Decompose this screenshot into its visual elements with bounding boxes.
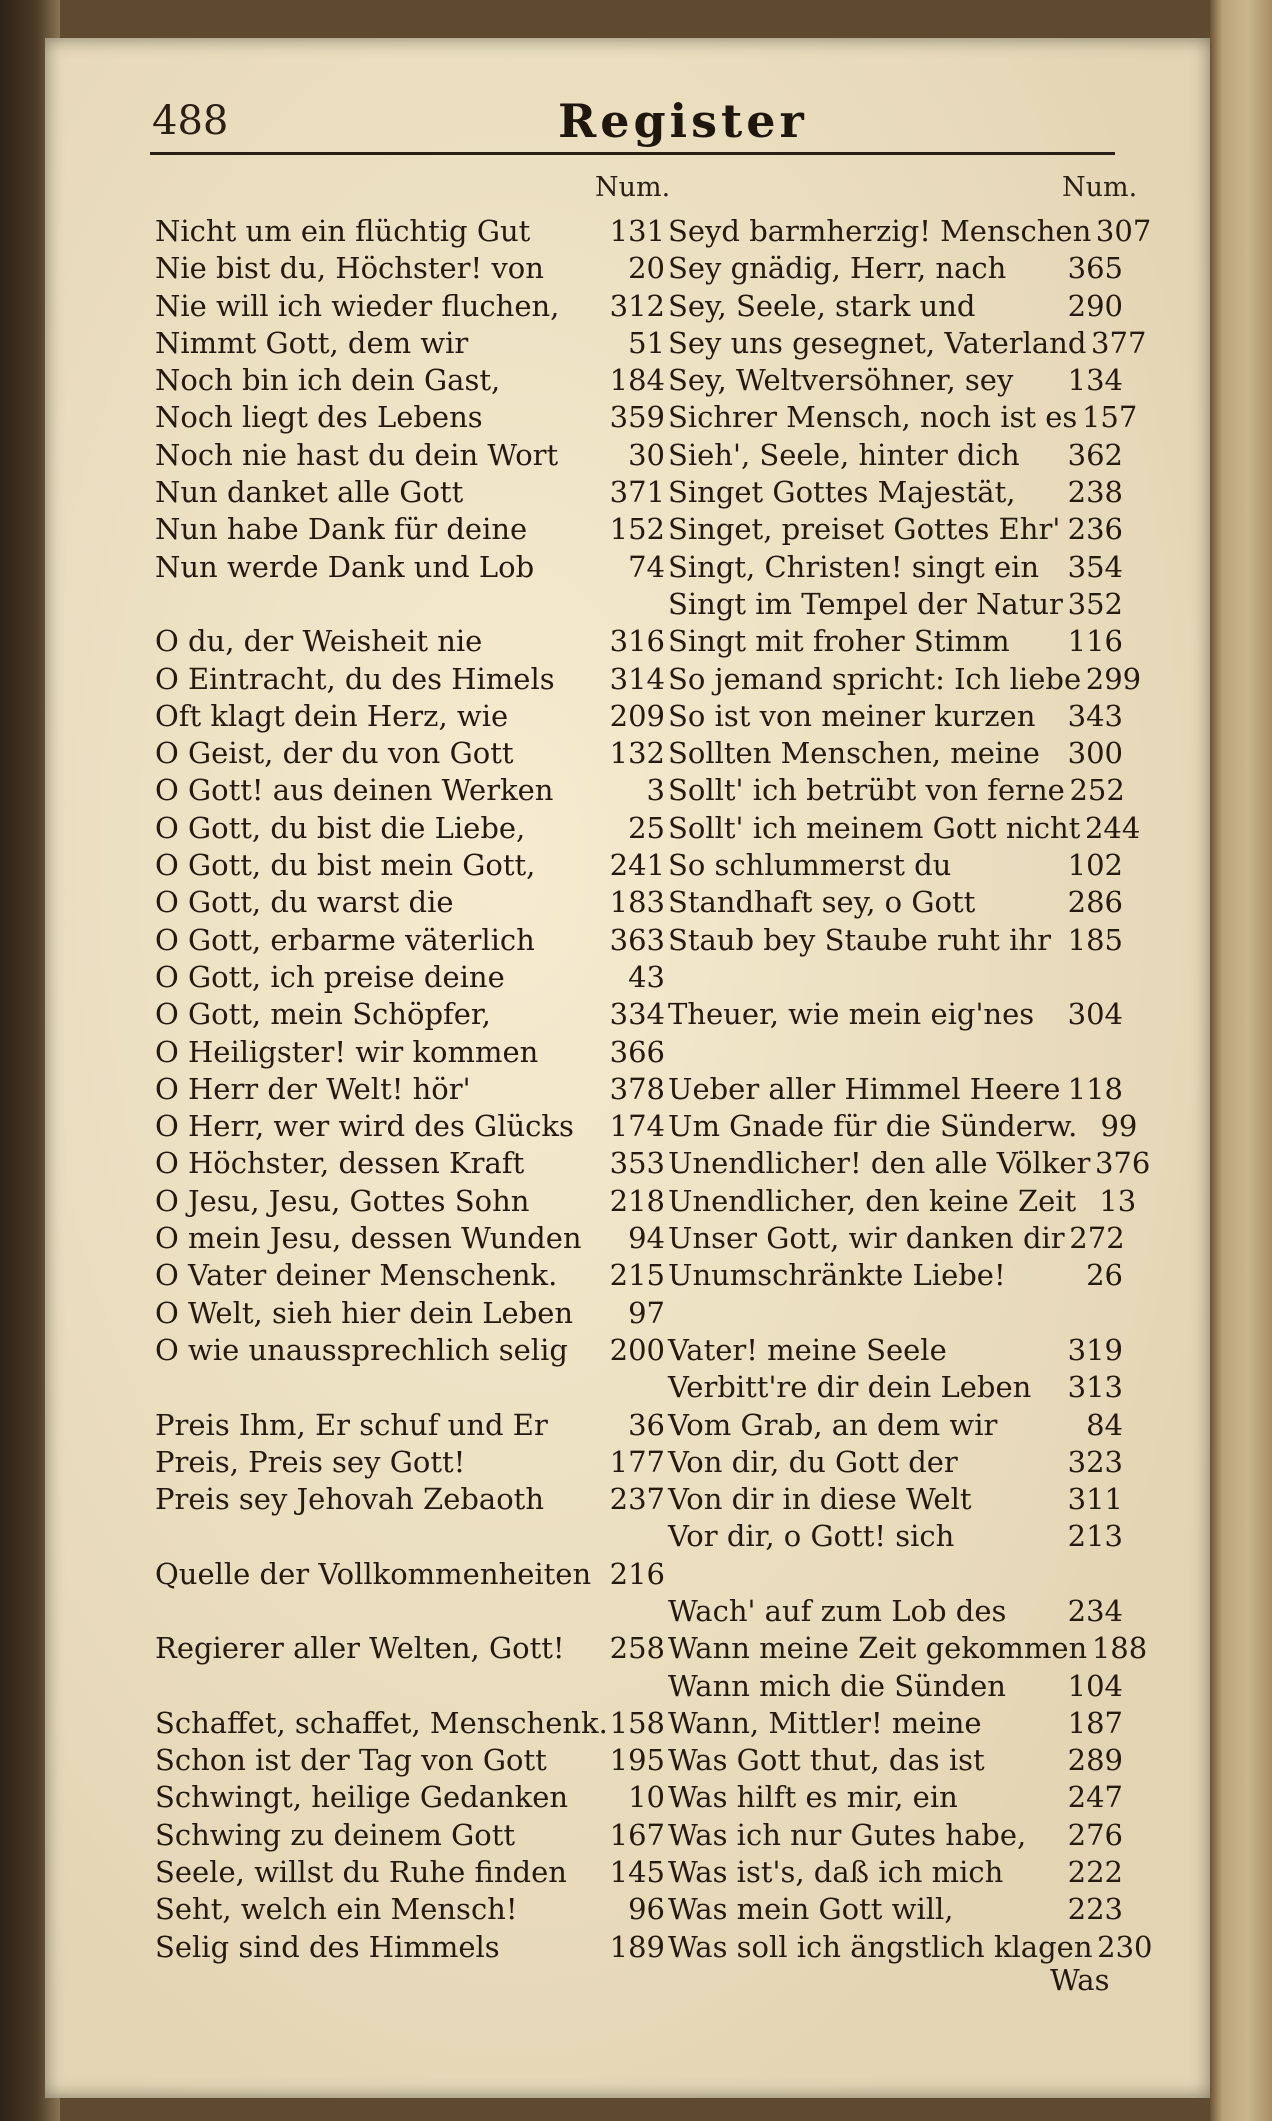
entry-title: Quelle der Vollkommenheiten (155, 1556, 592, 1591)
entry-number: 236 (1067, 512, 1123, 547)
entry-title: O Heiligster! wir kommen (155, 1034, 539, 1069)
entry-title: Nimmt Gott, dem wir (155, 325, 469, 360)
entry-title: Von dir, du Gott der (668, 1444, 958, 1479)
index-entry (155, 884, 665, 921)
entry-number: 366 (609, 1034, 665, 1069)
index-entry (668, 1444, 1123, 1481)
entry-number: 334 (609, 997, 665, 1032)
index-entry (668, 1034, 1123, 1071)
index-entry (668, 661, 1142, 698)
entry-title: Regierer aller Welten, Gott! (155, 1631, 565, 1666)
entry-number: 97 (628, 1295, 665, 1330)
facing-page-edge (1210, 0, 1272, 2121)
entry-number: 134 (1067, 363, 1123, 398)
entry-title: O wie unaussprechlich selig (155, 1332, 568, 1367)
index-entry (155, 1817, 665, 1854)
index-entry (155, 213, 665, 250)
index-entry (668, 1145, 1151, 1182)
index-entry (668, 437, 1123, 474)
index-entry (668, 1295, 1123, 1332)
entry-title: Von dir in diese Welt (668, 1482, 972, 1517)
entry-title: Unumschränkte Liebe! (668, 1258, 1006, 1293)
index-entry (155, 1369, 665, 1406)
entry-number: 30 (628, 437, 665, 472)
index-entry (155, 959, 665, 996)
entry-title: Sollten Menschen, meine (668, 736, 1040, 771)
index-entry (668, 1817, 1123, 1854)
entry-title: Sey uns gesegnet, Vaterland (668, 325, 1087, 360)
entry-title: Sollt' ich betrübt von ferne (668, 773, 1065, 808)
index-entry (155, 1257, 665, 1294)
entry-number (609, 1369, 665, 1406)
entry-number: 247 (1067, 1780, 1123, 1815)
entry-number: 378 (609, 1071, 665, 1106)
entry-number: 237 (609, 1482, 665, 1517)
entry-title: So jemand spricht: Ich liebe (668, 661, 1082, 696)
entry-number: 13 (1099, 1183, 1137, 1218)
index-entry (668, 698, 1123, 735)
entry-number: 343 (1067, 698, 1123, 733)
index-entry (668, 922, 1123, 959)
index-entry (155, 511, 665, 548)
index-entry (668, 399, 1138, 436)
index-entry (155, 1034, 665, 1071)
index-entry (155, 996, 665, 1033)
entry-title: O Geist, der du von Gott (155, 736, 514, 771)
entry-title: O Eintracht, du des Himels (155, 661, 555, 696)
entry-number: 116 (1067, 624, 1123, 659)
index-entry (155, 922, 665, 959)
index-entry (155, 1183, 665, 1220)
index-entry (668, 474, 1123, 511)
entry-number: 215 (609, 1258, 665, 1293)
index-entry (668, 1518, 1123, 1555)
entry-title: So ist von meiner kurzen (668, 698, 1036, 733)
entry-number: 51 (628, 325, 665, 360)
index-entry (155, 661, 665, 698)
index-entry (155, 698, 665, 735)
index-entry (155, 1295, 665, 1332)
index-entry (668, 362, 1123, 399)
entry-number: 131 (609, 214, 665, 248)
index-entry (155, 1556, 665, 1593)
entry-number: 102 (1067, 848, 1123, 883)
entry-number: 10 (628, 1780, 665, 1815)
entry-number: 36 (628, 1407, 665, 1442)
index-entry (668, 1071, 1123, 1108)
index-entry (155, 474, 665, 511)
entry-number: 311 (1067, 1482, 1123, 1517)
index-entry (668, 1742, 1123, 1779)
entry-number: 314 (609, 661, 665, 696)
entry-title: Schwingt, heilige Gedanken (155, 1780, 569, 1815)
entry-number: 94 (628, 1221, 665, 1256)
entry-title: Was ist's, daß ich mich (668, 1855, 1004, 1890)
index-entry (155, 1891, 665, 1928)
index-entry (155, 325, 665, 362)
index-entry (668, 847, 1123, 884)
entry-title: Seyd barmherzig! Menschen (668, 214, 1092, 248)
entry-title: So schlummerst du (668, 848, 952, 883)
entry-title: Sey, Weltversöhner, sey (668, 363, 1014, 398)
entry-title: Seht, welch ein Mensch! (155, 1892, 518, 1927)
entry-number: 323 (1067, 1444, 1123, 1479)
index-entry (668, 325, 1147, 362)
entry-title: Singt, Christen! singt ein (668, 549, 1040, 584)
entry-number: 376 (1094, 1146, 1151, 1181)
entry-title: Sey, Seele, stark und (668, 288, 976, 323)
entry-number: 99 (1100, 1109, 1138, 1144)
index-entry (155, 1929, 665, 1966)
index-entry (668, 549, 1123, 586)
entry-number: 289 (1067, 1743, 1123, 1778)
index-entry (155, 1854, 665, 1891)
entry-number: 104 (1067, 1668, 1123, 1703)
entry-number: 218 (609, 1183, 665, 1218)
index-entry (155, 1407, 665, 1444)
index-entry (668, 1481, 1123, 1518)
index-entry (155, 1705, 665, 1742)
entry-number: 363 (609, 922, 665, 957)
entry-number: 183 (609, 885, 665, 920)
entry-number (1063, 959, 1123, 996)
index-entry (668, 1332, 1123, 1369)
entry-number: 272 (1069, 1221, 1125, 1256)
index-entry (668, 250, 1123, 287)
entry-title: O Vater deiner Menschenk. (155, 1258, 558, 1293)
entry-number: 252 (1069, 773, 1125, 808)
entry-title: Oft klagt dein Herz, wie (155, 698, 509, 733)
index-entry (155, 437, 665, 474)
entry-title: Wann meine Zeit gekommen (668, 1631, 1088, 1666)
entry-number: 167 (609, 1817, 665, 1852)
entry-title: Wach' auf zum Lob des (668, 1593, 1007, 1628)
entry-number (1063, 1556, 1123, 1593)
entry-title: O Welt, sieh hier dein Leben (155, 1295, 574, 1330)
entry-number: 354 (1067, 549, 1123, 584)
entry-number: 185 (1067, 922, 1123, 957)
entry-number: 174 (609, 1109, 665, 1144)
entry-number: 152 (609, 512, 665, 547)
index-entry (668, 884, 1123, 921)
entry-title: Um Gnade für die Sünderw. (668, 1109, 1078, 1144)
entry-number: 258 (609, 1631, 665, 1666)
entry-title: Nun danket alle Gott (155, 475, 464, 510)
index-entry (155, 623, 665, 660)
right-column-header: Num. (1062, 172, 1138, 203)
entry-title: Sieh', Seele, hinter dich (668, 437, 1020, 472)
entry-number: 209 (609, 698, 665, 733)
entry-number (609, 586, 665, 623)
header-rule (150, 152, 1115, 155)
entry-title: Theuer, wie mein eig'nes (668, 997, 1035, 1032)
entry-number: 230 (1097, 1929, 1153, 1964)
entry-number: 300 (1067, 736, 1123, 771)
entry-title: Schwing zu deinem Gott (155, 1817, 516, 1852)
entry-number: 213 (1067, 1519, 1123, 1554)
entry-number: 359 (609, 400, 665, 435)
index-entry (668, 1369, 1123, 1406)
entry-number: 157 (1081, 400, 1138, 435)
index-entry (155, 250, 665, 287)
entry-title: Was hilft es mir, ein (668, 1780, 958, 1815)
index-entry (668, 1108, 1138, 1145)
entry-title: Unendlicher! den alle Völker (668, 1146, 1091, 1181)
entry-title: O Herr, wer wird des Glücks (155, 1109, 574, 1144)
entry-title: Noch liegt des Lebens (155, 400, 483, 435)
index-entry (668, 772, 1123, 809)
entry-title: O Gott, du bist die Liebe, (155, 810, 526, 845)
entry-title: O Gott, du bist mein Gott, (155, 848, 536, 883)
entry-number: 132 (609, 736, 665, 771)
entry-number: 25 (628, 810, 665, 845)
index-entry (668, 586, 1123, 623)
entry-number: 276 (1067, 1817, 1123, 1852)
index-entry (668, 1407, 1123, 1444)
entry-title: Sollt' ich meinem Gott nicht (668, 810, 1081, 845)
entry-number: 353 (609, 1146, 665, 1181)
entry-title: Singt im Tempel der Natur (668, 586, 1063, 621)
entry-number: 26 (1086, 1258, 1123, 1293)
entry-title: Ueber aller Himmel Heere (668, 1071, 1061, 1106)
entry-number: 3 (646, 773, 665, 808)
entry-title: Nun habe Dank für deine (155, 512, 528, 547)
index-entry (668, 996, 1123, 1033)
index-entry (668, 1220, 1123, 1257)
entry-number: 43 (628, 959, 665, 994)
entry-number: 84 (1086, 1407, 1123, 1442)
entry-title: O Gott, erbarme väterlich (155, 922, 535, 957)
entry-title: Preis, Preis sey Gott! (155, 1444, 466, 1479)
entry-title: Nie will ich wieder fluchen, (155, 288, 560, 323)
entry-title: Nie bist du, Höchster! von (155, 251, 544, 286)
entry-title: Verbitt're dir dein Leben (668, 1370, 1032, 1405)
entry-title: Singet, preiset Gottes Ehr' (668, 512, 1061, 547)
entry-title: Schon ist der Tag von Gott (155, 1743, 547, 1778)
index-entry (668, 623, 1123, 660)
entry-title: Sichrer Mensch, noch ist es (668, 400, 1078, 435)
entry-number: 362 (1067, 437, 1123, 472)
index-entry (668, 735, 1123, 772)
entry-number: 20 (628, 251, 665, 286)
entry-number: 96 (628, 1892, 665, 1927)
entry-number (609, 1593, 665, 1630)
entry-title: O Herr der Welt! hör' (155, 1071, 471, 1106)
index-entry (668, 213, 1152, 250)
entry-title: O mein Jesu, dessen Wunden (155, 1221, 582, 1256)
entry-number: 158 (609, 1705, 665, 1740)
catchword: Was (1050, 1963, 1110, 1997)
entry-title: Seele, willst du Ruhe finden (155, 1855, 567, 1890)
entry-number: 216 (609, 1556, 665, 1591)
entry-title: Unendlicher, den keine Zeit (668, 1183, 1077, 1218)
index-entry (668, 1257, 1123, 1294)
index-entry (155, 1518, 665, 1555)
entry-title: Vor dir, o Gott! sich (668, 1519, 955, 1554)
entry-number (609, 1518, 665, 1555)
entry-number: 118 (1067, 1071, 1123, 1106)
entry-title: O Gott, du warst die (155, 885, 454, 920)
entry-number: 313 (1067, 1370, 1123, 1405)
index-entry (155, 1593, 665, 1630)
index-entry (155, 1444, 665, 1481)
index-entry (155, 772, 665, 809)
entry-title: Selig sind des Himmels (155, 1929, 500, 1964)
entry-title: Wann, Mittler! meine (668, 1705, 982, 1740)
entry-title: Nun werde Dank und Lob (155, 549, 535, 584)
index-entry (668, 1630, 1148, 1667)
entry-number: 286 (1067, 885, 1123, 920)
index-entry (668, 1593, 1123, 1630)
entry-number: 187 (1067, 1705, 1123, 1740)
left-index-column (155, 213, 665, 1966)
entry-title: O du, der Weisheit nie (155, 624, 483, 659)
entry-number: 299 (1085, 661, 1142, 696)
entry-title: Was ich nur Gutes habe, (668, 1817, 1027, 1852)
entry-number: 319 (1067, 1332, 1123, 1367)
index-entry (155, 1779, 665, 1816)
entry-number: 200 (609, 1332, 665, 1367)
index-entry (668, 810, 1141, 847)
entry-title: Unser Gott, wir danken dir (668, 1221, 1065, 1256)
index-entry (155, 1071, 665, 1108)
entry-number: 316 (609, 624, 665, 659)
page-number: 488 (152, 98, 229, 144)
entry-number: 244 (1084, 810, 1141, 845)
entry-title: Singt mit froher Stimm (668, 624, 1010, 659)
index-entry (155, 549, 665, 586)
entry-title: O Gott, ich preise deine (155, 959, 505, 994)
index-entry (668, 959, 1123, 996)
entry-number: 177 (609, 1444, 665, 1479)
entry-number: 184 (609, 363, 665, 398)
entry-number: 222 (1067, 1855, 1123, 1890)
index-entry (155, 735, 665, 772)
index-entry (668, 1556, 1123, 1593)
index-entry (155, 399, 665, 436)
entry-number (1063, 1034, 1123, 1071)
entry-title: Noch nie hast du dein Wort (155, 437, 559, 472)
index-entry (155, 586, 665, 623)
entry-number: 290 (1067, 288, 1123, 323)
index-entry (155, 1481, 665, 1518)
entry-number: 74 (628, 549, 665, 584)
entry-title: O Gott! aus deinen Werken (155, 773, 554, 808)
entry-title: Was Gott thut, das ist (668, 1743, 985, 1778)
entry-title: Noch bin ich dein Gast, (155, 363, 501, 398)
entry-number: 371 (609, 475, 665, 510)
entry-number: 312 (609, 288, 665, 323)
index-entry (668, 1891, 1123, 1928)
index-entry (155, 1668, 665, 1705)
entry-number: 145 (609, 1855, 665, 1890)
entry-number: 189 (609, 1929, 665, 1964)
entry-title: Preis sey Jehovah Zebaoth (155, 1482, 545, 1517)
index-entry (155, 1630, 665, 1667)
index-entry (155, 847, 665, 884)
entry-number (609, 1668, 665, 1705)
index-entry (155, 362, 665, 399)
entry-title: Schaffet, schaffet, Menschenk. (155, 1705, 608, 1740)
index-entry (155, 1332, 665, 1369)
right-index-column (668, 213, 1153, 1966)
entry-number (1063, 1295, 1123, 1332)
index-entry (155, 288, 665, 325)
left-column-header: Num. (595, 172, 671, 203)
index-entry (668, 1929, 1153, 1966)
entry-number: 195 (609, 1743, 665, 1778)
entry-title: Singet Gottes Majestät, (668, 475, 1016, 510)
entry-number: 234 (1067, 1593, 1123, 1628)
entry-number: 352 (1067, 586, 1123, 621)
entry-number: 307 (1095, 214, 1152, 248)
index-entry (155, 1220, 665, 1257)
index-entry (668, 1779, 1123, 1816)
page-title: Register (558, 94, 808, 148)
entry-title: Vom Grab, an dem wir (668, 1407, 998, 1442)
entry-title: Standhaft sey, o Gott (668, 885, 976, 920)
entry-title: O Gott, mein Schöpfer, (155, 997, 491, 1032)
index-entry (155, 1742, 665, 1779)
entry-title: O Jesu, Jesu, Gottes Sohn (155, 1183, 530, 1218)
index-entry (155, 1145, 665, 1182)
entry-number: 377 (1091, 325, 1147, 360)
index-entry (668, 1183, 1137, 1220)
entry-number: 304 (1067, 997, 1123, 1032)
entry-title: Was soll ich ängstlich klagen (668, 1929, 1093, 1964)
entry-title: Sey gnädig, Herr, nach (668, 251, 1007, 286)
entry-title: Was mein Gott will, (668, 1892, 954, 1927)
index-entry (155, 810, 665, 847)
index-entry (155, 1108, 665, 1145)
index-entry (668, 1668, 1123, 1705)
index-entry (668, 288, 1123, 325)
entry-title: Wann mich die Sünden (668, 1668, 1006, 1703)
entry-title: Staub bey Staube ruht ihr (668, 922, 1051, 957)
entry-title: O Höchster, dessen Kraft (155, 1146, 525, 1181)
entry-title: Nicht um ein flüchtig Gut (155, 214, 531, 248)
index-entry (668, 1705, 1123, 1742)
entry-number: 241 (609, 848, 665, 883)
entry-number: 365 (1067, 251, 1123, 286)
entry-number: 238 (1067, 475, 1123, 510)
entry-number: 188 (1091, 1631, 1148, 1666)
index-entry (668, 511, 1123, 548)
entry-number: 223 (1067, 1892, 1123, 1927)
entry-title: Vater! meine Seele (668, 1332, 947, 1367)
index-entry (668, 1854, 1123, 1891)
entry-title: Preis Ihm, Er schuf und Er (155, 1407, 548, 1442)
